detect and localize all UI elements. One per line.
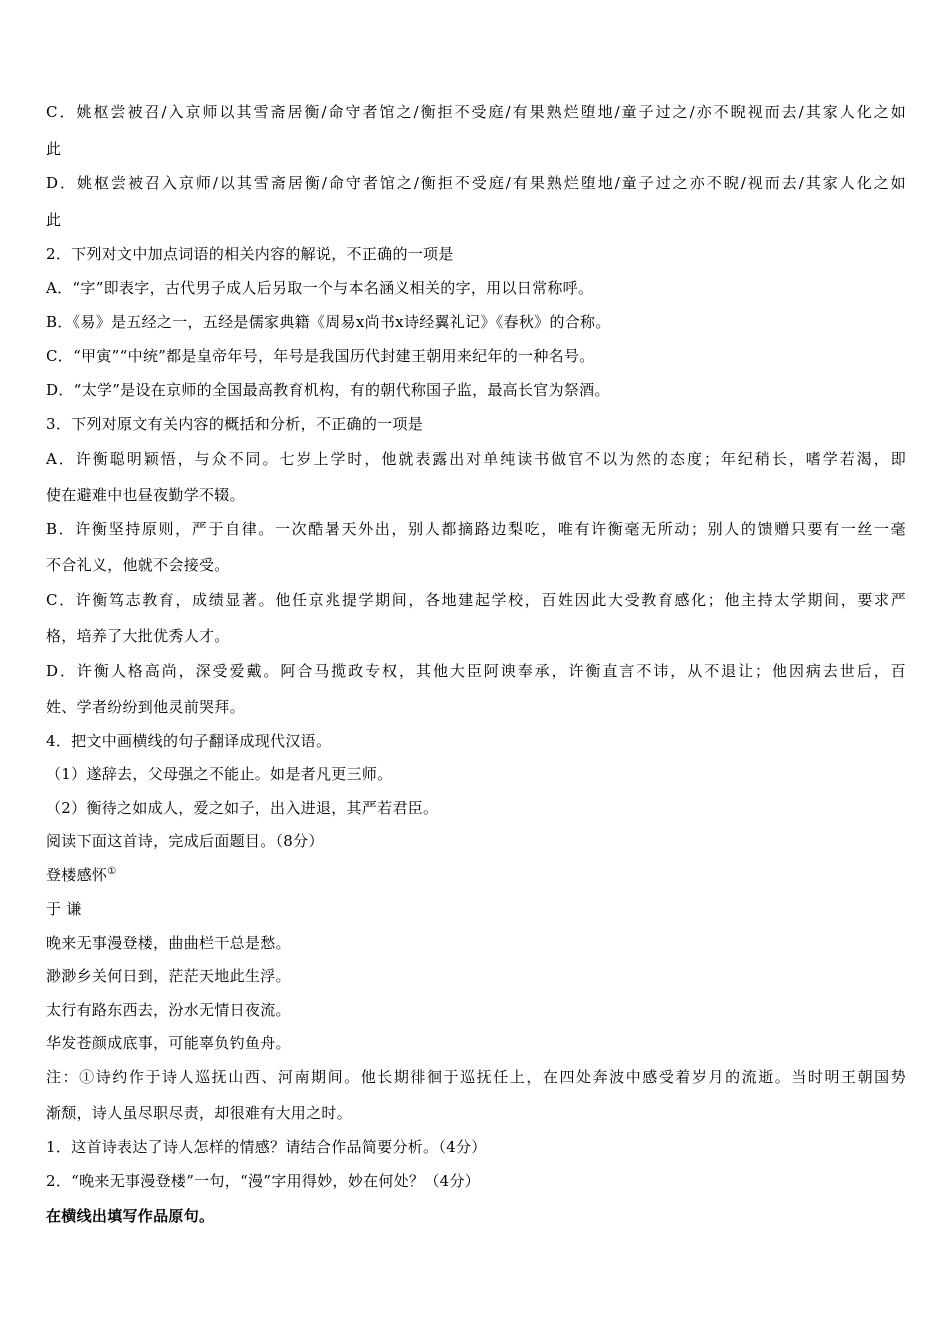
q1-option-c-line2: 此 bbox=[46, 140, 62, 158]
q3-option-b-line1: B．许衡坚持原则，严于自律。一次酷暑天外出，别人都摘路边梨吃，唯有许衡毫无所动；别人的馈赠只要有一丝一毫 bbox=[46, 520, 906, 538]
poem-line-4: 华发苍颜成底事，可能辜负钓鱼舟。 bbox=[46, 1034, 291, 1052]
poem-line-1: 晚来无事漫登楼，曲曲栏干总是愁。 bbox=[46, 934, 291, 952]
poem-note-mark: ① bbox=[107, 866, 117, 877]
q3-option-d-line1: D．许衡人格高尚，深受爱戴。阿合马揽政专权，其他大臣阿谀奉承，许衡直言不讳，从不退让；他因病去世后，百 bbox=[46, 662, 906, 680]
q2-option-a: A．“字”即表字，古代男子成人后另取一个与本名涵义相关的字，用以日常称呼。 bbox=[46, 279, 594, 297]
poem-question-1: 1．这首诗表达了诗人怎样的情感？请结合作品简要分析。（4分） bbox=[46, 1138, 487, 1156]
q2-option-b: B．《易》是五经之一，五经是儒家典籍《周易ⅹ尚书ⅹ诗经翼礼记》《春秋》的合称。 bbox=[46, 313, 611, 331]
poem-note-line2: 渐颓，诗人虽尽职尽责，却很难有大用之时。 bbox=[46, 1104, 353, 1122]
poem-line-3: 太行有路东西去，汾水无情日夜流。 bbox=[46, 1001, 291, 1019]
q2-stem: 2．下列对文中加点词语的相关内容的解说，不正确的一项是 bbox=[46, 245, 454, 263]
q1-option-d-line1: D．姚枢尝被召入京师/以其雪斋居衡/命守者馆之/衡拒不受庭/有果熟烂堕地/童子过之亦不睨/视而去/其家人化之如 bbox=[46, 174, 906, 192]
q4-sentence-1: （1）遂辞去，父母强之不能止。如是者凡更三师。 bbox=[46, 765, 393, 783]
q2-option-c: C．“甲寅”“中统”都是皇帝年号，年号是我国历代封建王朝用来纪年的一种名号。 bbox=[46, 347, 595, 365]
poem-line-2: 渺渺乡关何日到，茫茫天地此生浮。 bbox=[46, 967, 291, 985]
fill-in-heading: 在横线出填写作品原句。 bbox=[46, 1207, 215, 1225]
poem-title-line bbox=[46, 865, 906, 885]
poem-intro: 阅读下面这首诗，完成后面题目。（8分） bbox=[46, 832, 324, 850]
q3-option-a-line1: A．许衡聪明颖悟，与众不同。七岁上学时，他就表露出对单纯读书做官不以为然的态度；年纪稍长，嗜学若渴，即 bbox=[46, 450, 906, 468]
q3-option-c-line1: C．许衡笃志教育，成绩显著。他任京兆提学期间，各地建起学校，百姓因此大受教育感化；他主持太学期间，要求严 bbox=[46, 591, 906, 609]
q4-sentence-2: （2）衡待之如成人，爱之如子，出入进退，其严若君臣。 bbox=[46, 799, 439, 817]
q3-option-a-line2: 使在避难中也昼夜勤学不辍。 bbox=[46, 486, 245, 504]
q1-option-c-line1: C．姚枢尝被召/入京师以其雪斋居衡/命守者馆之/衡拒不受庭/有果熟烂堕地/童子过之/亦不睨视而去/其家人化之如 bbox=[46, 103, 906, 121]
q1-option-d-line2: 此 bbox=[46, 211, 62, 229]
q2-option-d: D．“太学”是设在京师的全国最高教育机构，有的朝代称国子监，最高长官为祭酒。 bbox=[46, 381, 610, 399]
poem-note-line1: 注：①诗约作于诗人巡抚山西、河南期间。他长期徘徊于巡抚任上，在四处奔波中感受着岁月的流逝。当时明王朝国势 bbox=[46, 1068, 906, 1086]
q3-option-b-line2: 不合礼义，他就不会接受。 bbox=[46, 556, 230, 574]
poem-question-2: 2．“晚来无事漫登楼”一句，“漫”字用得妙，妙在何处？（4分） bbox=[46, 1172, 481, 1190]
q3-option-c-line2: 格，培养了大批优秀人才。 bbox=[46, 627, 230, 645]
q3-option-d-line2: 姓、学者纷纷到他灵前哭拜。 bbox=[46, 698, 245, 716]
poem-author: 于 谦 bbox=[46, 900, 82, 918]
poem-title: 登楼感怀 bbox=[46, 866, 108, 884]
q3-stem: 3．下列对原文有关内容的概括和分析，不正确的一项是 bbox=[46, 415, 424, 433]
q4-stem: 4．把文中画横线的句子翻译成现代汉语。 bbox=[46, 732, 332, 750]
